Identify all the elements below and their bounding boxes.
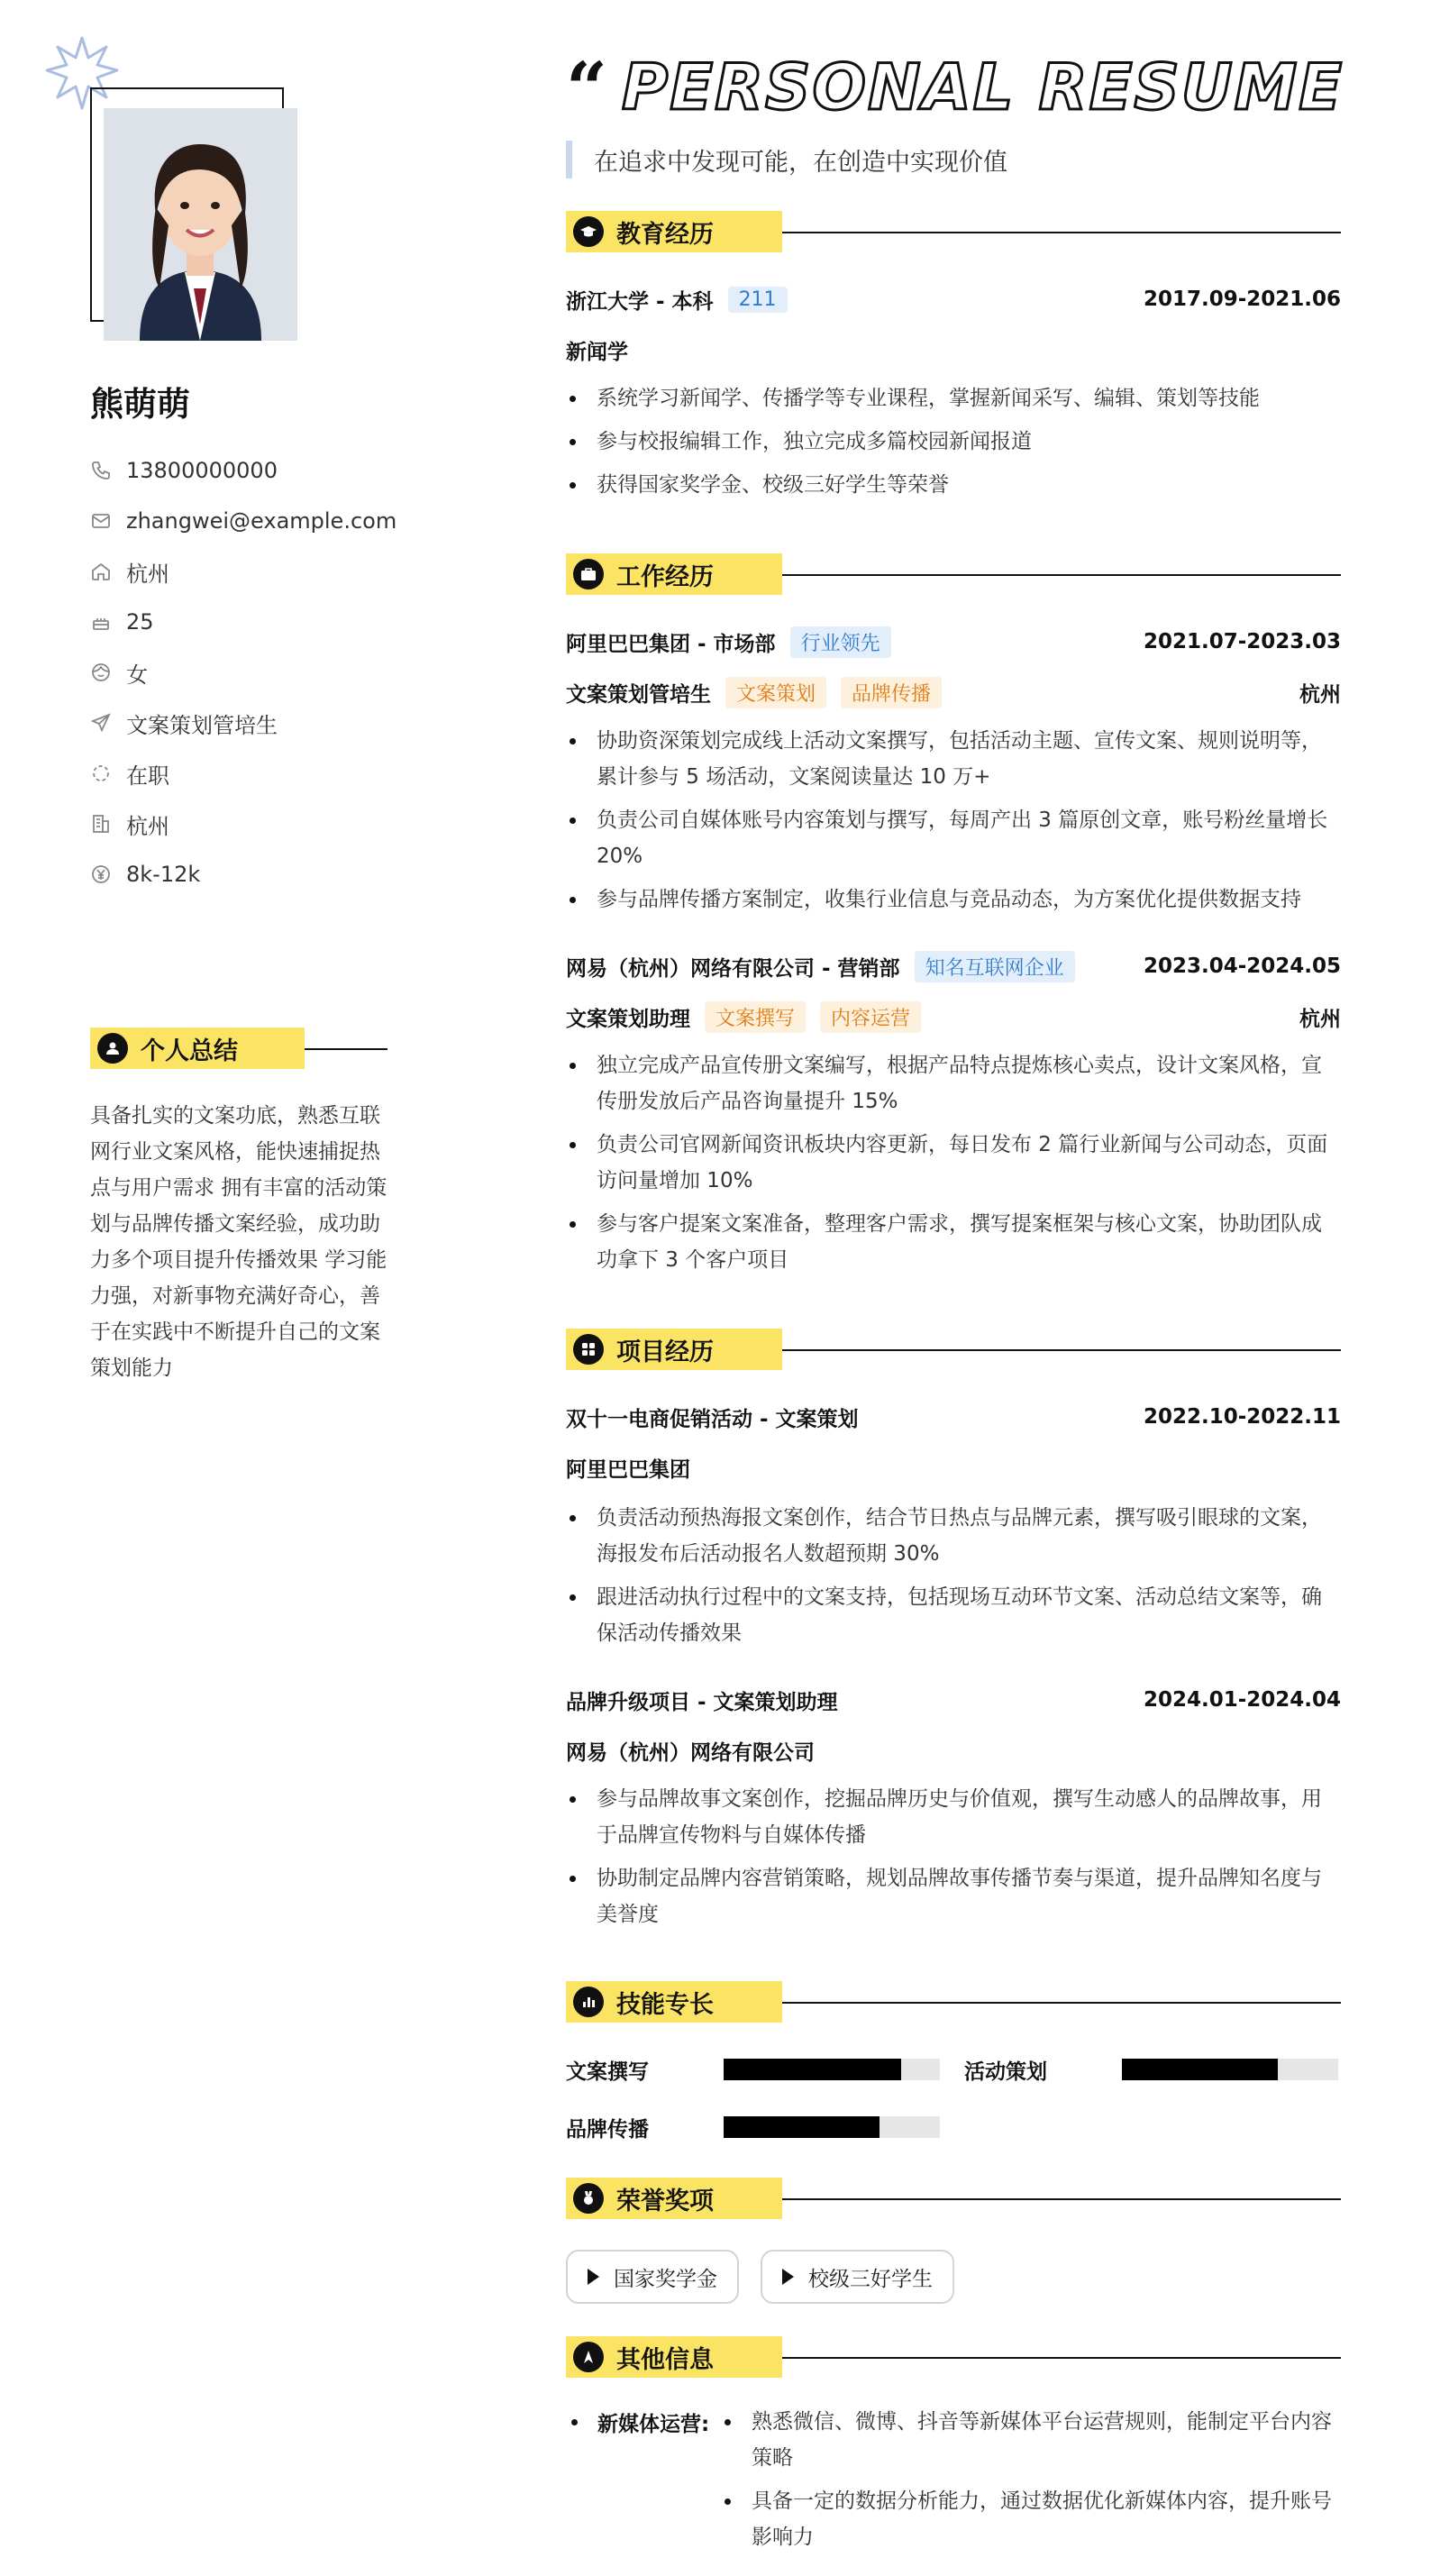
contact-info-list — [90, 445, 469, 900]
summary-title: 个人总结 — [141, 1037, 238, 1065]
project-org: 阿里巴巴集团 — [566, 1457, 690, 1482]
skill-item — [566, 2109, 940, 2145]
medal-icon — [573, 2183, 604, 2214]
bar-chart-icon — [573, 1987, 604, 2017]
section-divider — [782, 2198, 1341, 2200]
skill-name: 品牌传播 — [566, 2117, 649, 2142]
role-tag: 文案策划 — [725, 677, 826, 708]
list-item: 参与品牌传播方案制定，收集行业信息与竞品动态，为方案优化提供数据支持 — [566, 882, 1341, 918]
gender-value: 女 — [126, 662, 148, 688]
info-salary — [90, 849, 469, 900]
user-icon — [97, 1033, 128, 1064]
tagline-text: 在追求中发现可能，在创造中实现价值 — [594, 148, 1007, 177]
list-item: 参与校报编辑工作，独立完成多篇校园新闻报道 — [566, 424, 1341, 460]
section-divider — [782, 574, 1341, 576]
role-tag: 品牌传播 — [841, 677, 942, 708]
list-item: 协助资深策划完成线上活动文案撰写，包括活动主题、宣传文案、规则说明等，累计参与 5 场活动，文案阅读量达 10 万+ — [566, 723, 1341, 795]
list-item: 获得国家奖学金、校级三好学生等荣誉 — [566, 467, 1341, 503]
job-role: 文案策划管培生 — [566, 682, 711, 707]
skills-title: 技能专长 — [616, 1990, 714, 2019]
school-tag: 211 — [728, 287, 788, 313]
role-tag: 内容运营 — [820, 1001, 921, 1033]
job-bullets — [566, 723, 1341, 925]
list-item: 独立完成产品宣传册文案编写，根据产品特点提炼核心卖点，设计文案风格，宣传册发放后产品咨询量提升 15% — [566, 1047, 1341, 1119]
target-city-value: 杭州 — [126, 813, 169, 839]
summary-section-header — [90, 1028, 387, 1069]
major-name: 新闻学 — [566, 340, 628, 364]
briefcase-icon — [573, 559, 604, 589]
job-company-row — [566, 948, 1341, 984]
face-icon — [90, 662, 112, 683]
major-row — [566, 332, 1341, 368]
skill-name: 活动策划 — [964, 2060, 1047, 2084]
project-org-row — [566, 1449, 1341, 1485]
award-label: 国家奖学金 — [614, 2267, 717, 2291]
list-item: 熟悉微信、微博、抖音等新媒体平台运营规则，能制定平台内容策略 — [721, 2404, 1341, 2476]
job-role-row — [566, 674, 1341, 710]
age-value: 25 — [126, 609, 154, 635]
list-item: 负责活动预热海报文案创作，结合节日热点与品牌元素，撰写吸引眼球的文案，海报发布后活动报名人数超预期 30% — [566, 1500, 1341, 1572]
list-item: 负责公司自媒体账号内容策划与撰写，每周产出 3 篇原创文章，账号粉丝量增长 20% — [566, 802, 1341, 874]
award-label: 校级三好学生 — [808, 2267, 933, 2291]
education-row — [566, 281, 1341, 317]
page-title: PERSONAL RESUME — [622, 50, 1344, 124]
other-key: 新媒体运营: — [597, 2412, 710, 2436]
project-date: 2024.01-2024.04 — [1143, 1688, 1341, 1712]
skill-fill — [724, 2116, 880, 2138]
candidate-name: 熊萌萌 — [90, 385, 190, 424]
projects-section-header — [566, 1329, 1341, 1370]
phone-icon — [90, 460, 112, 481]
other-section-header — [566, 2336, 1341, 2378]
skill-name: 文案撰写 — [566, 2060, 649, 2084]
project-bullets — [566, 1781, 1341, 1940]
cake-icon — [90, 611, 112, 633]
list-item: 参与客户提案文案准备，整理客户需求，撰写提案框架与核心文案，协助团队成功拿下 3 个客户项目 — [566, 1206, 1341, 1278]
job-role: 文案策划助理 — [566, 1007, 690, 1031]
list-item: 具备一定的数据分析能力，通过数据优化新媒体内容，提升账号影响力 — [721, 2483, 1341, 2555]
section-divider — [782, 1349, 1341, 1351]
skill-item — [566, 2051, 940, 2087]
company-name: 网易（杭州）网络有限公司 - 营销部 — [566, 956, 900, 981]
yen-icon — [90, 863, 112, 885]
graduation-cap-icon — [573, 216, 604, 247]
skill-bar — [724, 2059, 940, 2080]
info-gender — [90, 647, 469, 698]
section-divider — [782, 2002, 1341, 2004]
list-item: 参与品牌故事文案创作，挖掘品牌历史与价值观，撰写生动感人的品牌故事，用于品牌宣传物料与自媒体传播 — [566, 1781, 1341, 1853]
skill-fill — [1122, 2059, 1278, 2080]
info-target-job — [90, 698, 469, 748]
play-icon — [588, 2269, 599, 2285]
info-age — [90, 597, 469, 647]
skill-item — [964, 2051, 1338, 2087]
award-chip — [566, 2250, 739, 2304]
building-icon — [90, 813, 112, 835]
list-item: 协助制定品牌内容营销策略，规划品牌故事传播节奏与渠道，提升品牌知名度与美誉度 — [566, 1860, 1341, 1932]
work-title: 工作经历 — [616, 562, 714, 591]
info-email — [90, 496, 469, 546]
education-date: 2017.09-2021.06 — [1143, 288, 1341, 311]
work-section-header — [566, 553, 1341, 595]
project-org: 网易（杭州）网络有限公司 — [566, 1740, 815, 1765]
location-value: 杭州 — [126, 561, 169, 587]
section-divider — [782, 232, 1341, 233]
school-name: 浙江大学 - 本科 — [566, 289, 714, 314]
role-tag: 文案撰写 — [705, 1001, 806, 1033]
award-chip — [761, 2250, 954, 2304]
salary-value: 8k-12k — [126, 862, 201, 887]
education-title: 教育经历 — [616, 220, 714, 249]
skills-section-header — [566, 1981, 1341, 2023]
job-city: 杭州 — [1299, 1007, 1341, 1031]
list-item: 负责公司官网新闻资讯板块内容更新，每日发布 2 篇行业新闻与公司动态，页面访问量增加 10% — [566, 1127, 1341, 1199]
mail-icon — [90, 510, 112, 532]
home-icon — [90, 561, 112, 582]
send-icon — [90, 712, 112, 734]
other-key-row — [566, 2404, 709, 2440]
honors-title: 荣誉奖项 — [616, 2187, 714, 2215]
target-job-value: 文案策划管培生 — [126, 712, 278, 738]
status-value: 在职 — [126, 763, 169, 789]
project-bullets — [566, 1500, 1341, 1658]
info-status — [90, 748, 469, 799]
job-role-row — [566, 999, 1341, 1035]
info-phone — [90, 445, 469, 496]
compass-icon — [573, 2342, 604, 2372]
other-bullets — [721, 2404, 1341, 2562]
summary-text: 具备扎实的文案功底，熟悉互联网行业文案风格，能快速捕捉热点与用户需求 拥有丰富的活动策划与品牌传播文案经验，成功助力多个项目提升传播效果 学习能力强，对新事物充满好奇心，善于在实践中不断提升自己的文案策划能力 — [90, 1104, 387, 1380]
job-city: 杭州 — [1299, 682, 1341, 707]
projects-title: 项目经历 — [616, 1338, 714, 1366]
tagline — [566, 141, 1007, 178]
company-tag: 行业领先 — [790, 626, 891, 658]
quote-mark-icon: “ — [566, 46, 608, 131]
company-tag: 知名互联网企业 — [915, 951, 1075, 982]
project-org-row — [566, 1732, 1341, 1768]
skill-bar — [724, 2116, 940, 2138]
bullet-dot — [571, 2419, 578, 2425]
play-icon — [782, 2269, 794, 2285]
phone-value: 13800000000 — [126, 458, 278, 483]
list-item: 系统学习新闻学、传播学等专业课程，掌握新闻采写、编辑、策划等技能 — [566, 380, 1341, 416]
project-row — [566, 1399, 1341, 1435]
grid-icon — [573, 1334, 604, 1365]
avatar — [104, 108, 297, 341]
skill-fill — [724, 2059, 901, 2080]
project-name: 双十一电商促销活动 - 文案策划 — [566, 1407, 859, 1431]
education-bullets — [566, 380, 1341, 510]
job-date: 2023.04-2024.05 — [1143, 955, 1341, 978]
section-divider — [305, 1048, 387, 1050]
company-name: 阿里巴巴集团 - 市场部 — [566, 632, 776, 656]
info-location — [90, 546, 469, 597]
honors-section-header — [566, 2178, 1341, 2219]
project-row — [566, 1682, 1341, 1718]
list-item: 跟进活动执行过程中的文案支持，包括现场互动环节文案、活动总结文案等，确保活动传播效果 — [566, 1579, 1341, 1651]
other-title: 其他信息 — [616, 2345, 714, 2374]
section-divider — [782, 2357, 1341, 2359]
job-date: 2021.07-2023.03 — [1143, 630, 1341, 653]
left-column — [0, 0, 505, 2576]
skill-bar — [1122, 2059, 1338, 2080]
education-section-header — [566, 211, 1341, 252]
info-target-city — [90, 799, 469, 849]
project-name: 品牌升级项目 - 文案策划助理 — [566, 1690, 838, 1714]
job-bullets — [566, 1047, 1341, 1285]
job-company-row — [566, 624, 1341, 660]
email-value: zhangwei@example.com — [126, 508, 397, 534]
loading-icon — [90, 763, 112, 784]
project-date: 2022.10-2022.11 — [1143, 1405, 1341, 1429]
